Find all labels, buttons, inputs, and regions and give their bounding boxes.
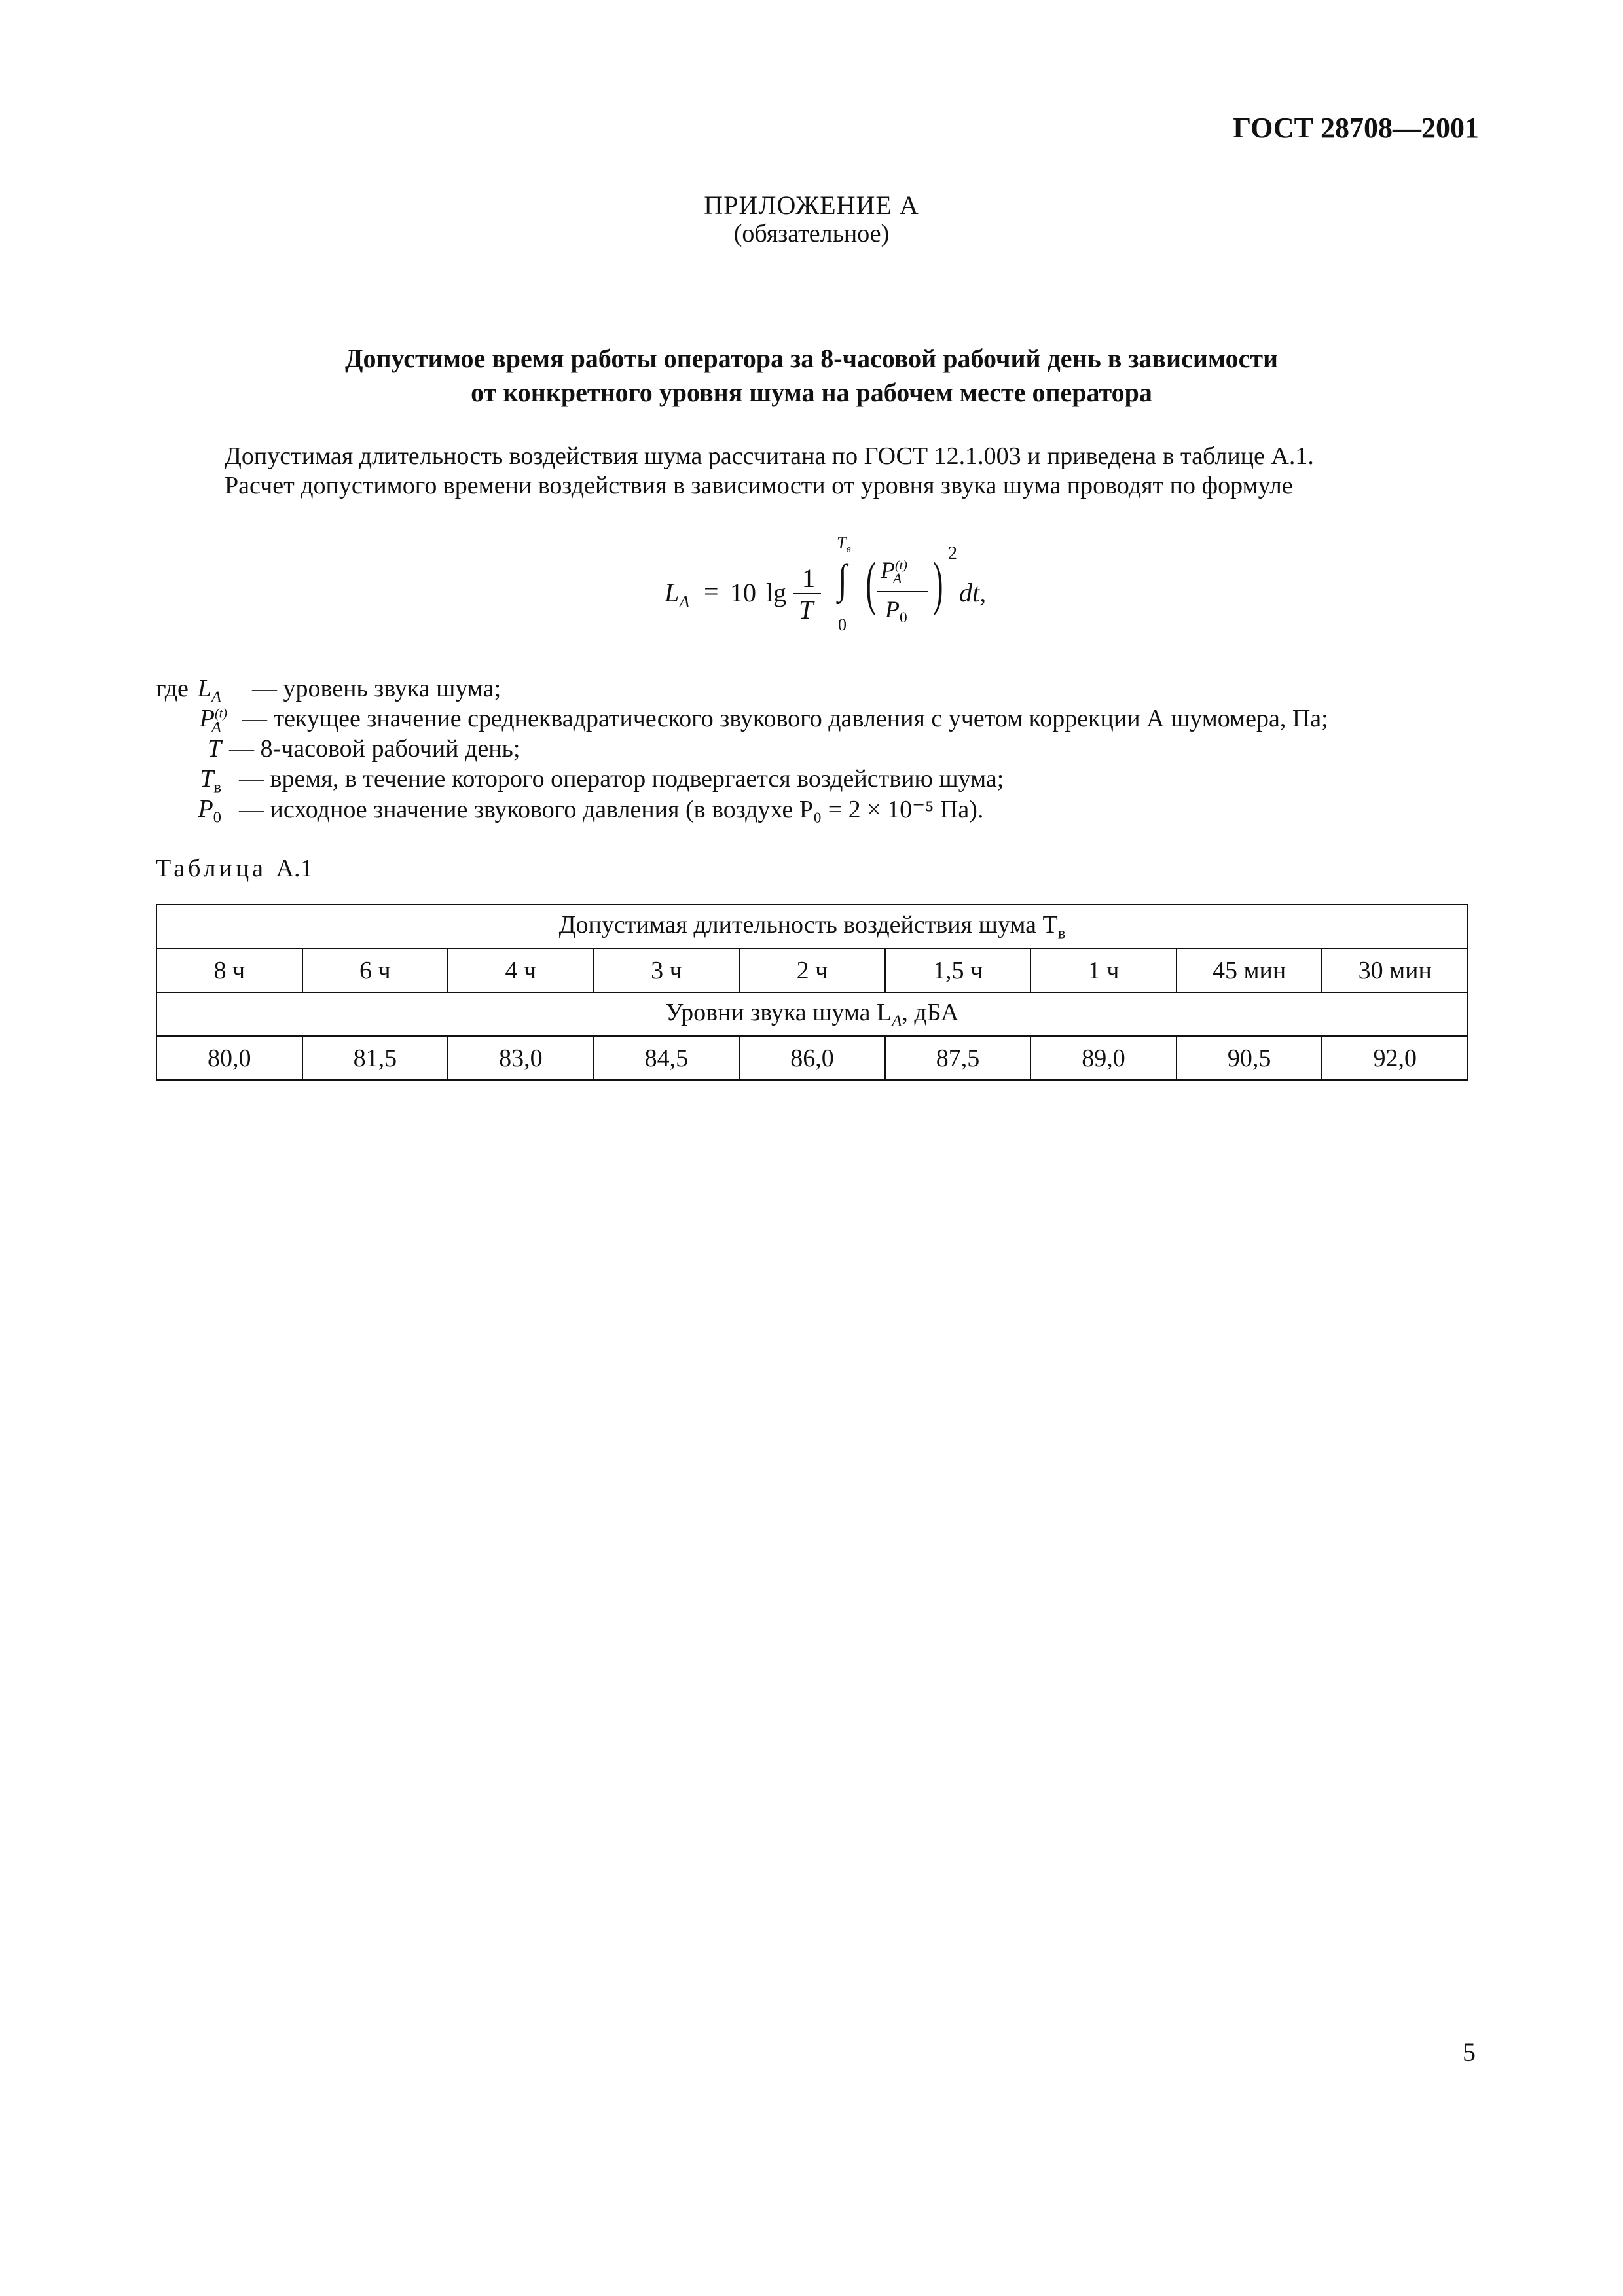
integral-sign: ∫	[837, 556, 847, 602]
legend-text: — исходное значение звукового давления (в воздухе P₀ = 2 × 10⁻⁵ Па).	[239, 796, 984, 823]
table-cell-duration: 6 ч	[302, 948, 448, 992]
formula-lower-limit: 0	[838, 615, 847, 634]
annex-title: ПРИЛОЖЕНИЕ А	[704, 190, 919, 220]
table-cell-level: 81,5	[302, 1036, 448, 1080]
section-heading	[0, 342, 1623, 410]
formula-coefficient: 10	[730, 578, 756, 607]
table-cell-duration: 4 ч	[448, 948, 594, 992]
table-cell-duration: 8 ч	[156, 948, 302, 992]
formula-inner-numerator: $P^{(t)}_A$	[881, 557, 907, 587]
table-cell-level: 92,0	[1322, 1036, 1468, 1080]
formula-power: 2	[948, 543, 957, 564]
formula-inner-denominator: $P_0$	[885, 596, 907, 627]
table-header-levels: Уровни звука шума $L_A$, дБА	[156, 992, 1468, 1036]
legend-text: — 8-часовой рабочий день;	[229, 735, 520, 762]
annex-status: (обязательное)	[733, 220, 890, 247]
legend-symbol: T	[207, 735, 221, 762]
table-caption-word: Таблица	[156, 855, 267, 882]
table-header-duration: Допустимая длительность воздействия шума $T_в$	[156, 905, 1468, 948]
heading-line-2: от конкретного уровня шума на рабочем месте оператора	[471, 378, 1152, 407]
table-header-row	[156, 905, 1468, 948]
table-cell-duration: 3 ч	[594, 948, 740, 992]
heading-line-1: Допустимое время работы оператора за 8-часовой рабочий день в зависимости	[344, 344, 1279, 373]
formula-log: lg	[766, 578, 787, 607]
where-intro: где	[156, 675, 189, 702]
table-cell-duration: 1 ч	[1030, 948, 1176, 992]
formula-tail: dt,	[959, 578, 987, 607]
variable-legend	[0, 674, 1623, 831]
table-cell-level: 83,0	[448, 1036, 594, 1080]
left-paren: (	[866, 551, 876, 616]
legend-text: — уровень звука шума;	[252, 675, 501, 702]
table-caption-number: А.1	[276, 855, 313, 882]
right-paren: )	[933, 551, 943, 616]
table-cell-level: 84,5	[594, 1036, 740, 1080]
table-cell-level: 87,5	[885, 1036, 1031, 1080]
paragraph-1: Допустимая длительность воздействия шума рассчитана по ГОСТ 12.1.003 и приведена в таблице А.1.	[225, 442, 1314, 470]
page-number: 5	[1463, 2037, 1476, 2067]
table-cell-duration: 1,5 ч	[885, 948, 1031, 992]
document-code: ГОСТ 28708—2001	[1233, 112, 1479, 144]
table-cell-level: 90,5	[1176, 1036, 1322, 1080]
legend-text: — время, в течение которого оператор подвергается воздействию шума;	[239, 765, 1004, 793]
formula-lhs: $L_A$	[665, 578, 690, 611]
formula	[655, 524, 987, 648]
table-cell-duration: 45 мин	[1176, 948, 1322, 992]
table-row-levels	[156, 1036, 1468, 1080]
formula-upper-limit: $T_в$	[837, 533, 851, 556]
paragraph-2: Расчет допустимого времени воздействия в зависимости от уровня звука шума проводят по формуле	[225, 472, 1293, 499]
table-cell-duration: 30 мин	[1322, 948, 1468, 992]
table-caption	[156, 854, 312, 883]
noise-table	[156, 904, 1468, 1081]
formula-inner-fraction-bar	[877, 591, 928, 592]
legend-symbol: $P_0$	[198, 795, 221, 827]
formula-fraction-denominator: T	[799, 595, 814, 624]
table-cell-duration: 2 ч	[739, 948, 885, 992]
legend-text: — текущее значение среднеквадратического звукового давления с учетом коррекции А шумомера, Па;	[242, 705, 1328, 732]
formula-equals: =	[704, 577, 719, 606]
table-header-row	[156, 992, 1468, 1036]
table-row-durations	[156, 948, 1468, 992]
legend-symbol: $T_в$	[200, 765, 221, 797]
legend-symbol: $P^{(t)}_A$	[199, 705, 227, 736]
legend-symbol: $L_A$	[197, 675, 221, 706]
table-cell-level: 86,0	[739, 1036, 885, 1080]
table-cell-level: 89,0	[1030, 1036, 1176, 1080]
formula-fraction-numerator: 1	[802, 564, 815, 593]
table-cell-level: 80,0	[156, 1036, 302, 1080]
